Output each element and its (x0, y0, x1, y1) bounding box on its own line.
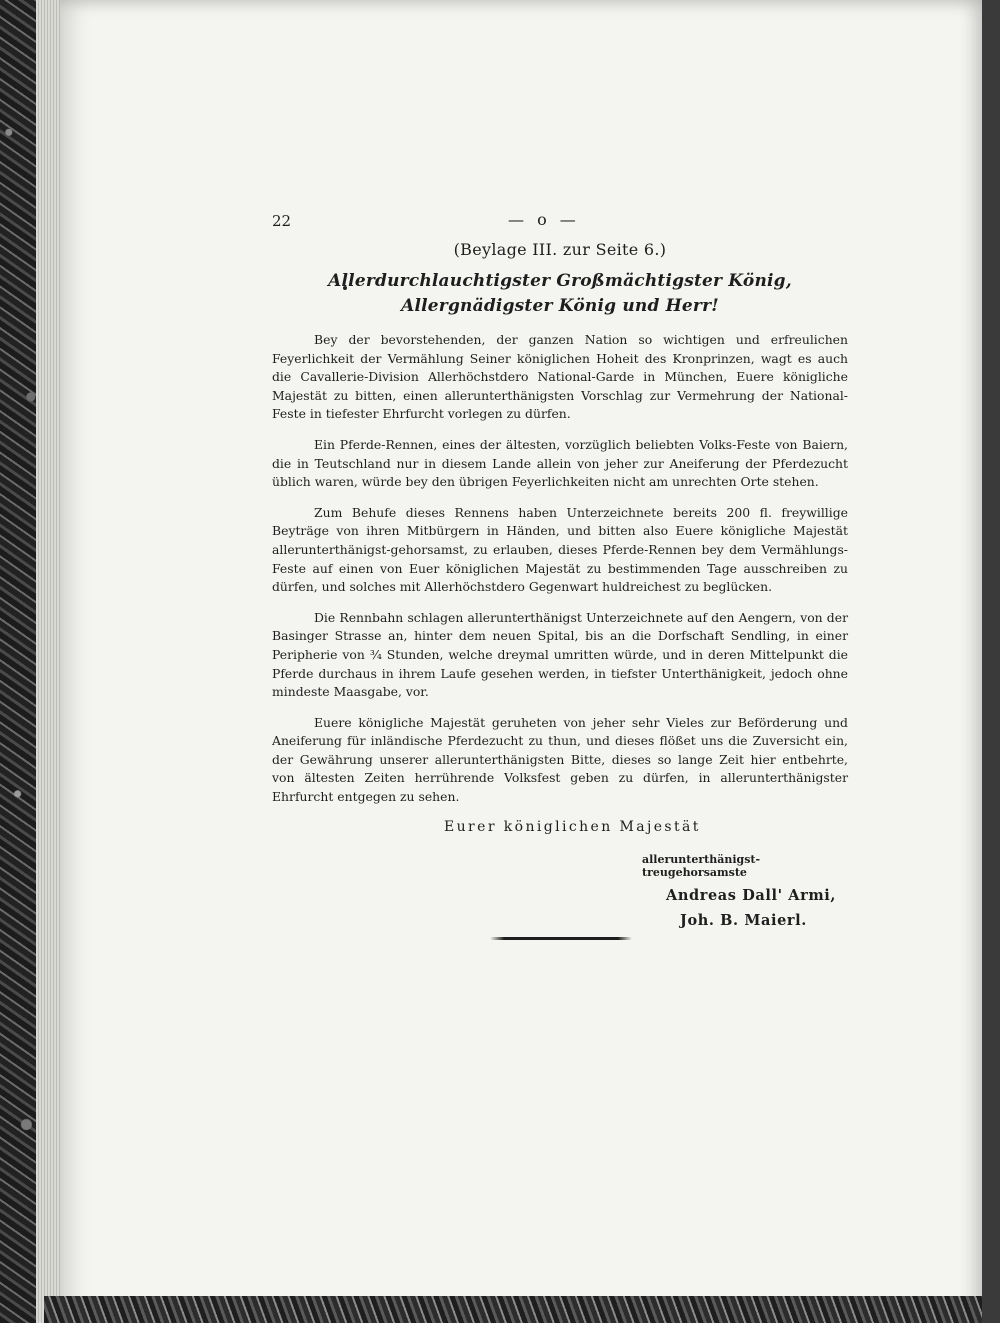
paragraph-5: Euere königliche Majestät geruheten von jeher sehr Vieles zur Beförderung und Aneiferung für inländische Pferdezucht zu thun, und dieses flößet uns die Zuversicht ein, der Gewährung unserer allerunterthänigsten Bitte, dieses so lange Zeit hier entbehrte, von ältesten Zeiten herrührende Volksfest geben zu dürfen, in allerunterthänigster Ehrfurcht entgegen zu sehen. (272, 714, 848, 805)
marbled-bottom-edge (44, 1296, 984, 1323)
salutation (272, 269, 848, 319)
document-content (272, 212, 848, 929)
signer-2: Joh. B. Maierl. (680, 911, 807, 929)
closing-line: Eurer königlichen Majestät (444, 818, 701, 835)
paragraph-3: Zum Behufe dieses Rennens haben Unterzeichnete bereits 200 fl. freywillige Beyträge von ihren Mitbürgern in Händen, und bitten also Euere königliche Majestät allerunterthänigst-gehorsamst, zu erlauben, dieses Pferde-Rennen bey dem Vermählungs-Feste auf einen von Euer königlichen Majestät zu bestimmenden Tage ausschreiben zu dürfen, und solches mit Allerhöchstdero Gegenwart huldreichest zu beglücken. (272, 504, 848, 595)
salutation-line-1: Allerdurchlauchtigster Großmächtigster König, (328, 271, 792, 291)
right-edge (982, 0, 1000, 1323)
page-number: 22 (272, 212, 292, 230)
paragraph-1: Bey der bevorstehenden, der ganzen Nation so wichtigen und erfreulichen Feyerlichkeit der Vermählung Seiner königlichen Hoheit des Kronprinzen, wagt es auch die Cavallerie-Division Allerhöchstdero National-Garde in München, Euere königliche Majestät zu bitten, einen allerunterthänigsten Vorschlag zur Vermehrung der National-Feste in tiefester Ehrfurcht vorlegen zu dürfen. (272, 332, 848, 422)
page-marker: — o — (508, 210, 580, 229)
paragraph-2: Ein Pferde-Rennen, eines der ältesten, vorzüglich beliebten Volks-Feste von Baiern, die in Teutschland nur in diesem Lande allein von jeher zur Aneiferung der Pferdezucht üblich waren, würde bey den übrigen Feyerlichkeiten nicht am unrechten Orte stehen. (272, 436, 848, 490)
page-header (272, 212, 848, 234)
signature-label: allerunterthänigst-treugehorsamste (642, 852, 761, 879)
signature-block (642, 853, 848, 929)
salutation-line-2: Allergnädigster König und Herr! (401, 296, 719, 316)
paragraph-4: Die Rennbahn schlagen allerunterthänigst Unterzeichnete auf den Aengern, von der Basinger Strasse an, hinter dem neuen Spital, bis an die Dorfschaft Sendling, in einer Peripherie von ¾ Stunden, welche dreymal umritten würde, und in deren Mittelpunkt die Pferde durchaus in ihrem Laufe gesehen werden, in tiefster Unterthänigkeit, jedoch ohne mindeste Maasgabe, vor. (272, 609, 848, 700)
signer-1: Andreas Dall' Armi, (666, 886, 837, 904)
appendix-heading: (Beylage III. zur Seite 6.) (453, 240, 667, 259)
closing-rule (490, 937, 632, 940)
letter-body (272, 331, 848, 807)
